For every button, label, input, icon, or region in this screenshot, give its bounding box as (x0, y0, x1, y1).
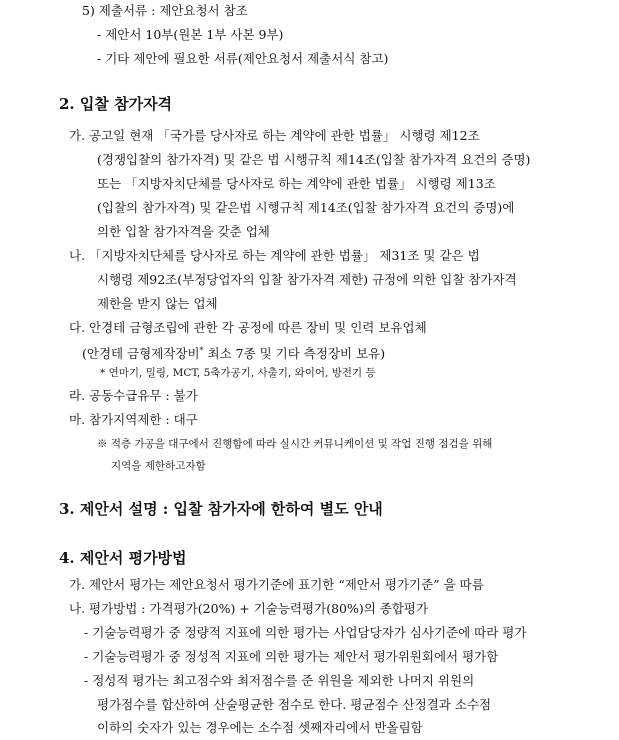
section-2-title: 2. 입찰 참가자격 (59, 95, 173, 113)
s4-d2: - 기술능력평가 중 정성적 지표에 의한 평가는 제안서 평가위원회에서 평가함 (84, 649, 499, 664)
s2-da-note: * 연마기, 밀링, MCT, 5축가공기, 사출기, 와이어, 방전기 등 (100, 367, 376, 379)
s2-ga-l1: 가. 공고일 현재 「국가를 당사자로 하는 계약에 관한 법률」 시행령 제12조 (69, 128, 480, 143)
s2-da-l2 (82, 343, 385, 362)
s4-d1: - 기술능력평가 중 정량적 지표에 의한 평가는 사업담당자가 심사기준에 따라 평가 (84, 625, 527, 640)
section-3-title: 3. 제안서 설명 : 입찰 참가자에 한하여 별도 안내 (59, 500, 383, 518)
s2-na-l1: 나. 「지방자치단체를 당사자로 하는 계약에 관한 법률」 제31조 및 같은 법 (69, 248, 480, 263)
s4-d3-l2: 평가점수를 합산하여 산술평균한 점수로 한다. 평균점수 산정결과 소수점 (97, 697, 492, 712)
s4-d3-l1: - 정성적 평가는 최고점수와 최저점수를 준 위원을 제외한 나머지 위원의 (84, 673, 475, 688)
footnote-marker: * (199, 346, 204, 355)
s4-ga: 가. 제안서 평가는 제안요청서 평가기준에 표기한 “제안서 평가기준” 을 따름 (69, 577, 484, 592)
s2-ga-l5: 의한 입찰 참가자격을 갖춘 업체 (97, 224, 270, 239)
section-4-title: 4. 제안서 평가방법 (59, 549, 187, 567)
s2-da-l2-after: 최소 7종 및 기타 측정장비 보유) (203, 346, 386, 362)
s2-da-l2-before: (안경테 금형제작장비 (82, 346, 200, 362)
s1-sub2: - 기타 제안에 필요한 서류(제안요청서 제출서식 참고) (97, 51, 389, 66)
s2-note-l1: ※ 적층 가공을 대구에서 진행함에 따라 실시간 커뮤니케이션 및 작업 진행 점검을 위해 (97, 438, 493, 450)
s2-ga-l2: (경쟁입찰의 참가자격) 및 같은 법 시행규칙 제14조(입찰 참가자격 요건의 증명) (97, 152, 531, 167)
s1-item5: 5) 제출서류 : 제안요청서 참조 (82, 3, 248, 18)
s2-na-l3: 제한을 받지 않는 업체 (97, 296, 218, 311)
s4-d3-l3: 이하의 숫자가 있는 경우에는 소수점 셋째자리에서 반올림함 (97, 720, 423, 735)
s2-ra: 라. 공동수급유무 : 불가 (69, 388, 198, 403)
s2-ga-l4: (입찰의 참가자격) 및 같은법 시행규칙 제14조(입찰 참가자격 요건의 증명)에 (97, 200, 515, 215)
s2-da-l1: 다. 안경테 금형조립에 관한 각 공정에 따른 장비 및 인력 보유업체 (69, 320, 427, 335)
s2-note-l2: 지역을 제한하고자함 (111, 460, 206, 472)
s1-sub1: - 제안서 10부(원본 1부 사본 9부) (97, 27, 284, 42)
s4-na: 나. 평가방법 : 가격평가(20%) + 기술능력평가(80%)의 종합평가 (69, 601, 429, 616)
s2-ma: 마. 참가지역제한 : 대구 (69, 412, 198, 427)
s2-ga-l3: 또는 「지방자치단체를 당사자로 하는 계약에 관한 법률」 시행령 제13조 (97, 176, 496, 191)
s2-na-l2: 시행령 제92조(부정당업자의 입찰 참가자격 제한) 규정에 의한 입찰 참가자격 (97, 272, 517, 287)
